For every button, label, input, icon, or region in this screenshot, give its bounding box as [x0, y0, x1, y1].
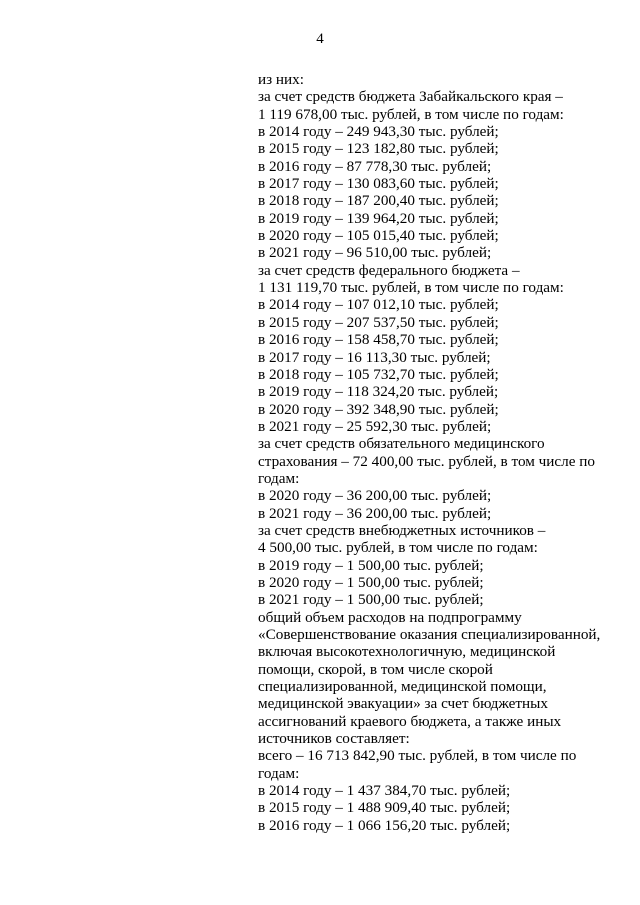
- text-line: в 2016 году – 158 458,70 тыс. рублей;: [258, 331, 499, 349]
- text-line: «Совершенствование оказания специализированной,: [258, 626, 601, 643]
- text-line: в 2021 году – 36 200,00 тыс. рублей;: [258, 504, 492, 522]
- document-body: [258, 71, 601, 834]
- text-line: в 2021 году – 25 592,30 тыс. рублей;: [258, 417, 492, 435]
- text-line: в 2020 году – 392 348,90 тыс. рублей;: [258, 400, 499, 418]
- text-line: в 2016 году – 87 778,30 тыс. рублей;: [258, 157, 492, 175]
- text-line: специализированной, медицинской помощи,: [258, 678, 547, 696]
- text-line: в 2018 году – 105 732,70 тыс. рублей;: [258, 365, 499, 383]
- text-line: медицинской эвакуации» за счет бюджетных: [258, 695, 548, 713]
- text-line: страхования – 72 400,00 тыс. рублей, в том числе по: [258, 452, 596, 470]
- text-line: в 2019 году – 139 964,20 тыс. рублей;: [258, 209, 499, 227]
- text-line: в 2016 году – 1 066 156,20 тыс. рублей;: [258, 816, 511, 834]
- text-line: из них:: [258, 71, 304, 88]
- text-line: за счет средств бюджета Забайкальского края –: [258, 88, 563, 106]
- text-line: в 2014 году – 107 012,10 тыс. рублей;: [258, 296, 499, 314]
- text-line: в 2017 году – 130 083,60 тыс. рублей;: [258, 175, 499, 193]
- text-line: годам:: [258, 469, 300, 487]
- text-line: ассигнований краевого бюджета, а также иных: [258, 712, 562, 730]
- text-line: в 2014 году – 249 943,30 тыс. рублей;: [258, 123, 499, 141]
- text-line: в 2017 году – 16 113,30 тыс. рублей;: [258, 348, 491, 366]
- text-line: за счет средств внебюджетных источников –: [258, 521, 546, 539]
- text-line: в 2019 году – 1 500,00 тыс. рублей;: [258, 556, 484, 574]
- text-line: в 2020 году – 36 200,00 тыс. рублей;: [258, 487, 492, 505]
- text-line: источников составляет:: [258, 730, 410, 748]
- text-line: за счет средств обязательного медицинского: [258, 435, 545, 453]
- text-line: в 2015 году – 123 182,80 тыс. рублей;: [258, 140, 499, 158]
- text-line: в 2019 году – 118 324,20 тыс. рублей;: [258, 383, 499, 401]
- text-line: в 2014 году – 1 437 384,70 тыс. рублей;: [258, 782, 511, 800]
- text-line: в 2018 году – 187 200,40 тыс. рублей;: [258, 192, 499, 210]
- text-line: помощи, скорой, в том числе скорой: [258, 660, 493, 678]
- text-line: 1 119 678,00 тыс. рублей, в том числе по годам:: [258, 105, 564, 123]
- text-line: за счет средств федерального бюджета –: [258, 261, 520, 279]
- text-line: в 2015 году – 1 488 909,40 тыс. рублей;: [258, 799, 511, 817]
- text-line: в 2015 году – 207 537,50 тыс. рублей;: [258, 313, 499, 331]
- text-line: в 2020 году – 1 500,00 тыс. рублей;: [258, 573, 484, 591]
- text-line: 4 500,00 тыс. рублей, в том числе по годам:: [258, 539, 538, 557]
- text-line: в 2021 году – 96 510,00 тыс. рублей;: [258, 244, 492, 262]
- text-line: 1 131 119,70 тыс. рублей, в том числе по годам:: [258, 279, 564, 297]
- text-line: в 2020 году – 105 015,40 тыс. рублей;: [258, 227, 499, 245]
- text-line: в 2021 году – 1 500,00 тыс. рублей;: [258, 591, 484, 609]
- text-line: включая высокотехнологичную, медицинской: [258, 643, 556, 661]
- page-number: 4: [316, 31, 324, 47]
- text-line: годам:: [258, 764, 300, 782]
- text-line: общий объем расходов на подпрограмму: [258, 608, 522, 626]
- text-line: всего – 16 713 842,90 тыс. рублей, в том числе по: [258, 747, 577, 765]
